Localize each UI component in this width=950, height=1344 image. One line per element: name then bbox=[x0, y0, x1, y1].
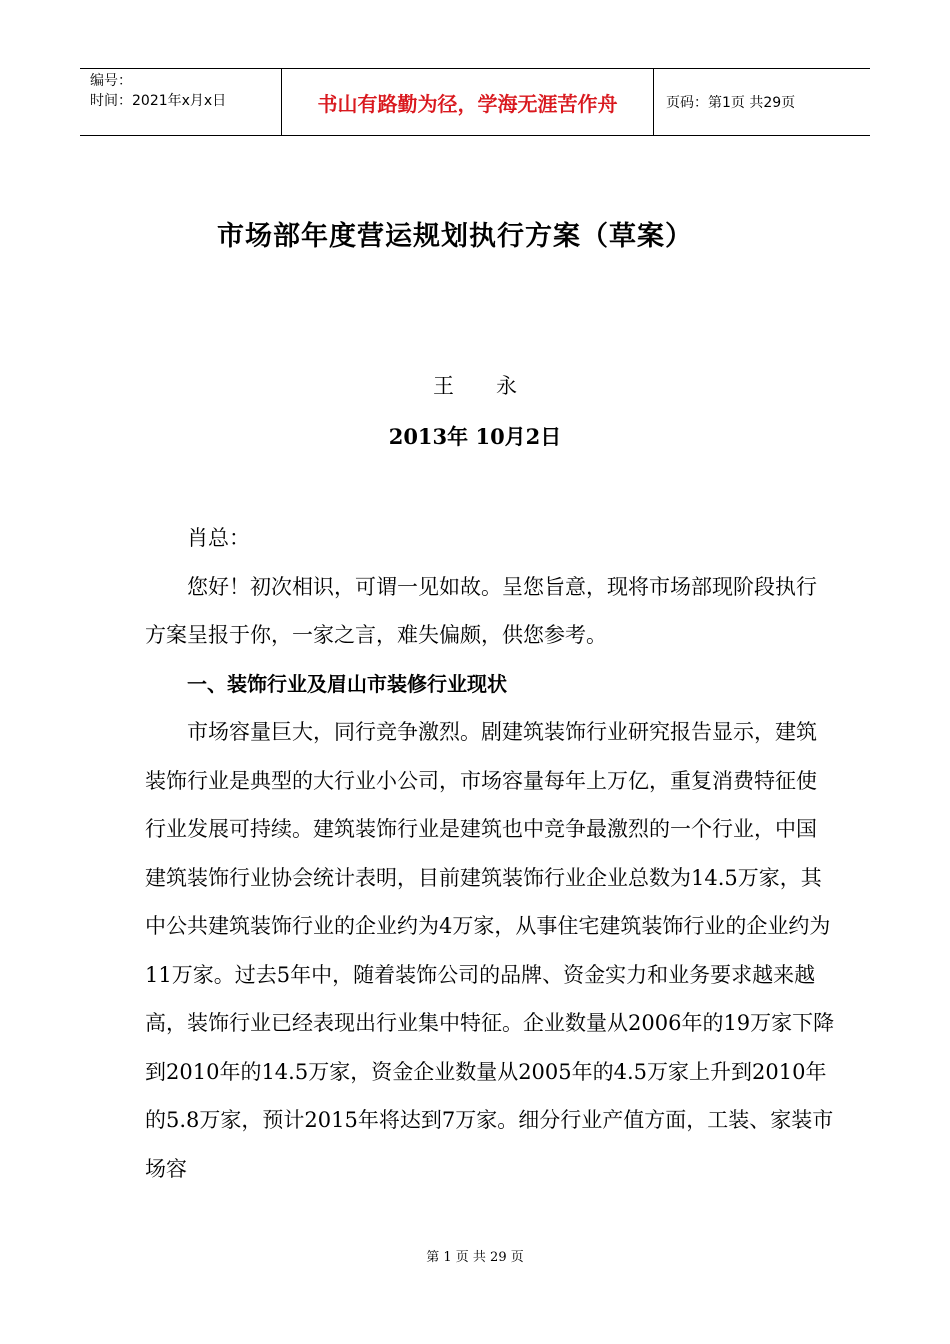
document-author: 王永 bbox=[433, 374, 559, 398]
salutation: 肖总： bbox=[187, 526, 250, 550]
document-date: 2013年 10月2日 bbox=[388, 424, 562, 449]
page-footer: 第 1 页 共 29 页 bbox=[426, 1250, 524, 1265]
section-heading: 一、装饰行业及眉山市装修行业现状 bbox=[187, 671, 507, 696]
document-body bbox=[145, 514, 835, 1193]
time-label: 时间：2021年x月x日 bbox=[90, 93, 227, 109]
header-page-info: 页码：第1页 共29页 bbox=[666, 95, 796, 111]
body-paragraph: 市场容量巨大，同行竞争激烈。剧建筑装饰行业研究报告显示，建筑装饰行业是典型的大行业小公司，市场容量每年上万亿，重复消费特征使行业发展可持续。建筑装饰行业是建筑也中竞争最激烈的一个行业，中国建筑装饰行业协会统计表明，目前建筑装饰行业企业总数为14.5万家，其中公共建筑装饰行业的企业约为4万家，从事住宅建筑装饰行业的企业约为11万家。过去5年中，随着装饰公司的品牌、资金实力和业务要求越来越高，装饰行业已经表现出行业集中特征。企业数量从2006年的19万家下降到2010年的14.5万家，资金企业数量从2005年的4.5万家上升到2010年的5.8万家，预计2015年将达到7万家。细分行业产值方面，工装、家装市场容 bbox=[145, 720, 835, 1181]
header-meta bbox=[80, 69, 282, 135]
document-title bbox=[0, 214, 950, 253]
header-motto: 书山有路勤为径，学海无涯苦作舟 bbox=[282, 69, 654, 135]
body-paragraph: 您好！初次相识，可谓一见如故。呈您旨意，现将市场部现阶段执行方案呈报于你，一家之言，难失偏颇，供您参考。 bbox=[145, 574, 817, 647]
number-label: 编号： bbox=[90, 73, 132, 89]
document-header bbox=[80, 68, 870, 136]
document-title-text: 市场部年度营运规划执行方案（草案） bbox=[217, 221, 693, 252]
